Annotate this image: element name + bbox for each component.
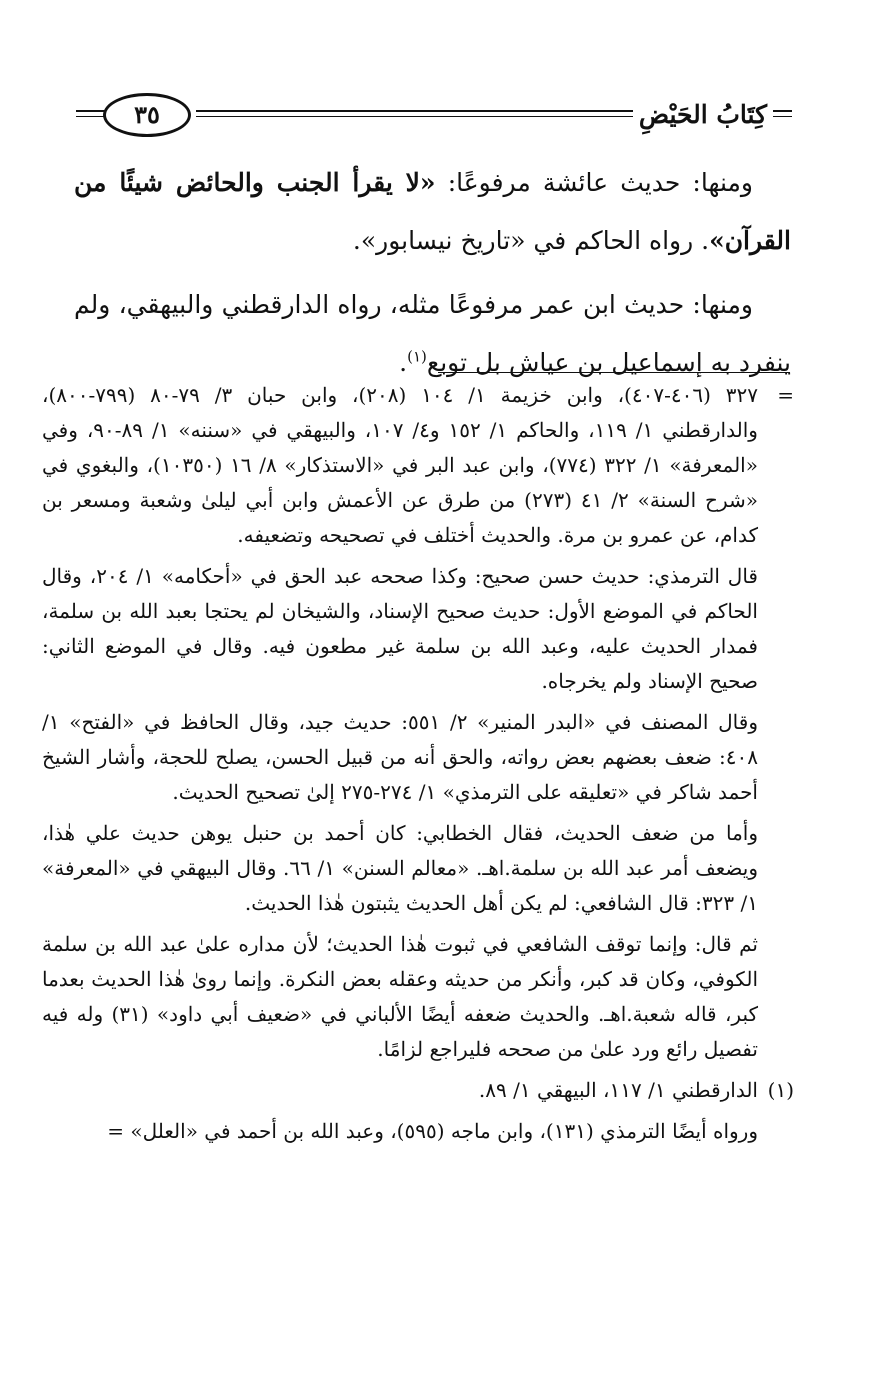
footnote-paragraph-5-text: ثم قال: وإنما توقف الشافعي في ثبوت هٰذا الحديث؛ لأن مداره علىٰ عبد الله بن سلمة الكوفي، وكان قد كبر، وأنكر من حديثه وعقله بعض النكرة. وإنما روىٰ هٰذا الحديث بعدما كبر، قاله شعبة.اهـ. والحديث ضعفه أيضًا الألباني في «ضعيف أبي داود» (٣١) وله فيه تفصيل رائع ورد علىٰ من صححه فليراجع لزامًا. xyxy=(42,932,758,1061)
page-number: ٣٥ xyxy=(134,100,160,129)
footnote-last-text xyxy=(42,1114,758,1149)
paragraph-2-end: . xyxy=(399,348,408,377)
footnote-1-marker: (١) xyxy=(767,1078,794,1102)
footnote-paragraph-3 xyxy=(42,705,794,810)
page-header xyxy=(0,0,885,150)
paragraph-1-lead: ومنها: حديث عائشة مرفوعًا: xyxy=(435,168,753,197)
header-rule-left-bottom xyxy=(76,116,106,117)
footnote-last-marker: = xyxy=(107,1119,125,1143)
footnote-paragraph-5 xyxy=(42,927,794,1067)
footnote-paragraph-4-text: وأما من ضعف الحديث، فقال الخطابي: كان أحمد بن حنبل يوهن حديث علي هٰذا، ويضعف أمر عبد الله بن سلمة.اهـ. «معالم السنن» ١/ ٦٦. وقال البيهقي في «المعرفة» ١/ ٣٢٣: قال الشافعي: لم يكن أهل الحديث يثبتون هٰذا الحديث. xyxy=(42,821,759,915)
footnote-paragraph-2-text: قال الترمذي: حديث حسن صحيح: وكذا صححه عبد الحق في «أحكامه» ١/ ٢٠٤، وقال الحاكم في الموضع الأول: حديث صحيح الإسناد، والشيخان لم يحتجا بعبد الله بن سلمة، فمدار الحديث عليه، وعبد الله بن سلمة غير مطعون فيه. وقال في الموضع الثاني: صحيح الإسناد ولم يخرجاه. xyxy=(42,564,758,693)
hadith-quote: «لا يقرأ الجنب والحائض شيئًا من القرآن» xyxy=(74,168,791,255)
page-number-oval xyxy=(103,93,191,137)
footnote-1 xyxy=(42,1073,794,1108)
footnote-continuation-text: ٣٢٧ (٤٠٦-٤٠٧)، وابن خزيمة ١/ ١٠٤ (٢٠٨)، وابن حبان ٣/ ٧٩-٨٠ (٧٩٩-٨٠٠)، والدارقطني ١/ ١١٩، والحاكم ١/ ١٥٢ و٤/ ١٠٧، والبيهقي في «سننه» ١/ ٨٩-٩٠، وفي «المعرفة» ١/ ٣٢٢ (٧٧٤)، وابن عبد البر في «الاستذكار» ٨/ ١٦ (١٠٣٥٠)، والبغوي في «شرح السنة» ٢/ ٤١ (٢٧٣) من طرق عن الأعمش وابن أبي ليلىٰ وشعبة ومسعر بن كدام، عن عمرو بن مرة. والحديث أختلف في تصحيحه وتضعيفه. xyxy=(42,383,759,547)
footnotes xyxy=(42,378,794,1155)
running-title: كِتَابُ الحَيْضِ xyxy=(633,100,773,129)
header-rule-left-top xyxy=(76,110,106,112)
footnote-last xyxy=(42,1114,794,1149)
paragraph-1 xyxy=(74,154,791,270)
paragraph-1-tail: . رواه الحاكم في «تاريخ نيسابور». xyxy=(352,226,710,255)
footnote-paragraph-4 xyxy=(42,816,794,921)
main-text xyxy=(74,154,791,398)
paragraph-2 xyxy=(74,276,791,392)
footnote-paragraph-2 xyxy=(42,559,794,699)
footnote-reference-1: (١) xyxy=(407,347,427,366)
paragraph-2-text: ومنها: حديث ابن عمر مرفوعًا مثله، رواه الدارقطني والبيهقي، ولم ينفرد به إسماعيل بن عياش بل توبع xyxy=(74,290,791,377)
footnote-paragraph-3-text: وقال المصنف في «البدر المنير» ٢/ ٥٥١: حديث جيد، وقال الحافظ في «الفتح» ١/ ٤٠٨: ضعف بعضهم بعض رواته، والحق أنه من قبيل الحسن، يصلح للحجة، وأشار الشيخ أحمد شاكر في «تعليقه على الترمذي» ١/ ٢٧٤-٢٧٥ إلىٰ تصحيح الحديث. xyxy=(42,710,758,804)
footnote-separator xyxy=(438,372,790,373)
continuation-marker: = xyxy=(777,383,794,407)
footnote-continuation xyxy=(42,378,794,553)
footnote-last-body: ورواه أيضًا الترمذي (١٣١)، وابن ماجه (٥٩٥)، وعبد الله بن أحمد في «العلل» xyxy=(130,1119,758,1143)
footnote-1-text: الدارقطني ١/ ١١٧، البيهقي ١/ ٨٩. xyxy=(478,1078,758,1102)
